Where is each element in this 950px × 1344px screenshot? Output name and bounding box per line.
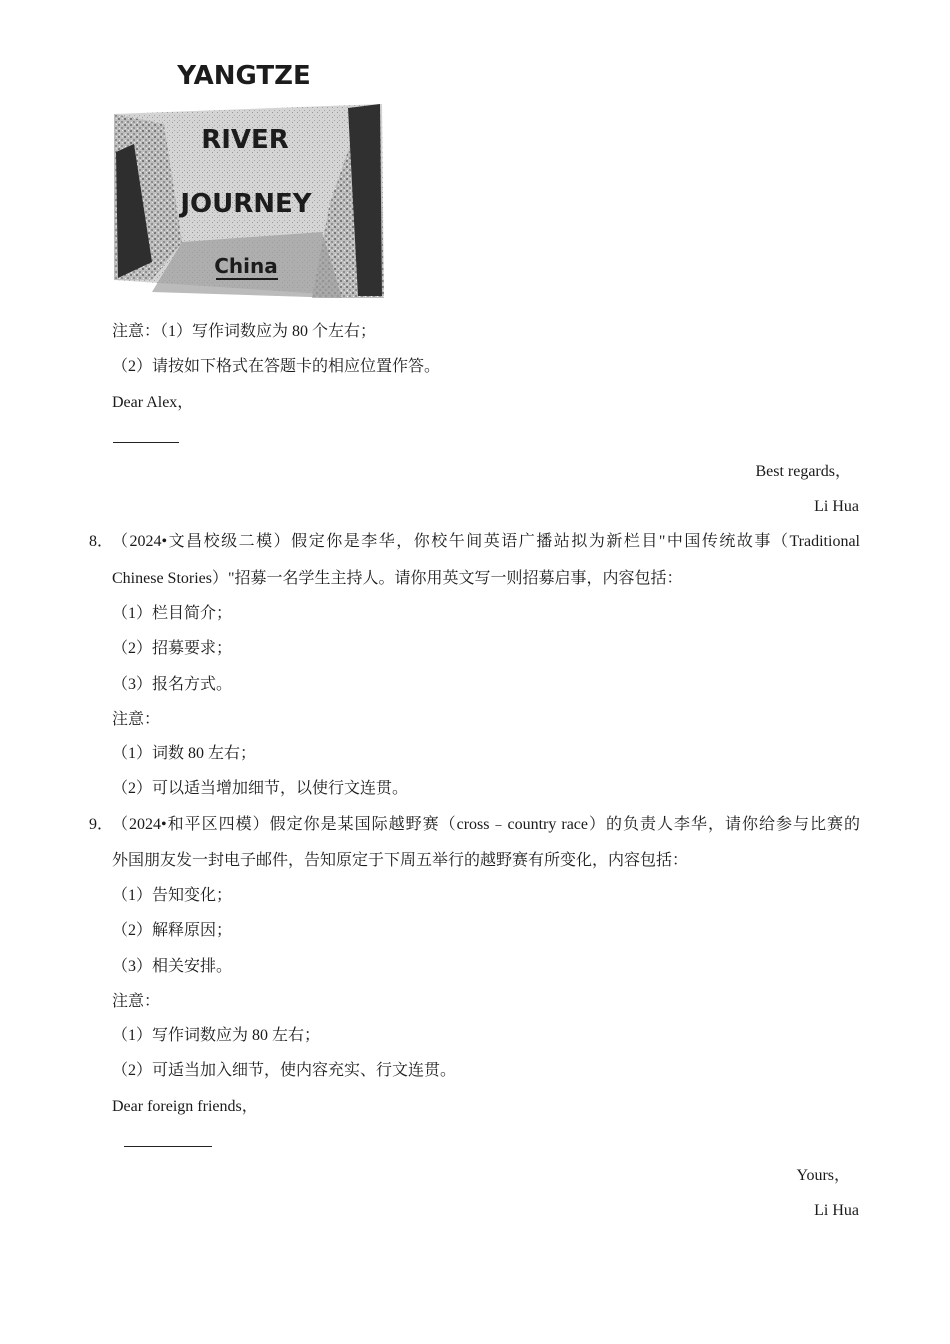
q7-greeting: Dear Alex， [112,394,194,411]
q8-note-label: 注意： [112,711,161,728]
q9-prompt-line2: 外国朋友发一封电子邮件，告知原定于下周五举行的越野赛有所变化，内容包括： [112,852,689,869]
q7-signature: Li Hua [814,498,859,515]
q9-number: 9． [89,816,114,833]
q9-note-label: 注意： [112,993,161,1010]
q7-note-line2: （2）请按如下格式在答题卡的相应位置作答。 [112,358,441,375]
q8-item-1: （1）栏目简介； [112,605,233,622]
poster-title-china: China [214,254,278,278]
q8-number: 8． [89,533,114,550]
q8-prompt-line2: Chinese Stories）"招募一名学生主持人。请你用英文写一则招募启事，内容包括： [112,570,683,587]
poster-title-journey: JOURNEY [180,189,312,219]
q9-item-1: （1）告知变化； [112,887,233,904]
q9-item-3: （3）相关安排。 [112,958,233,975]
q9-answer-blank [124,1146,212,1147]
q9-closing: Yours， [796,1167,850,1184]
q8-item-3: （3）报名方式。 [112,676,233,693]
q9-note-1: （1）写作词数应为 80 左右； [112,1027,321,1044]
poster-title-river: RIVER [201,125,289,155]
q8-note-2: （2）可以适当增加细节，以使行文连贯。 [112,780,409,797]
yangtze-poster-image [112,52,387,302]
q7-note-line1: 注意：（1）写作词数应为 80 个左右； [112,323,377,340]
q7-closing: Best regards， [755,463,851,480]
poster-title-yangtze: YANGTZE [177,61,311,91]
q8-note-1: （1）词数 80 左右； [112,745,257,762]
q9-item-2: （2）解释原因； [112,922,233,939]
q9-note-2: （2）可适当加入细节，使内容充实、行文连贯。 [112,1062,457,1079]
q7-answer-blank [113,442,179,443]
q9-greeting: Dear foreign friends， [112,1098,258,1115]
q9-prompt-line1: （2024•和平区四模）假定你是某国际越野赛（cross﹣country race）的负责人李华，请你给参与比赛的 [112,816,860,833]
q9-signature: Li Hua [814,1202,859,1219]
q8-prompt-line1: （2024•文昌校级二模）假定你是李华，你校午间英语广播站拟为新栏目"中国传统故事（Traditional [112,533,860,550]
poster-graphic [112,52,387,302]
q8-item-2: （2）招募要求； [112,640,233,657]
